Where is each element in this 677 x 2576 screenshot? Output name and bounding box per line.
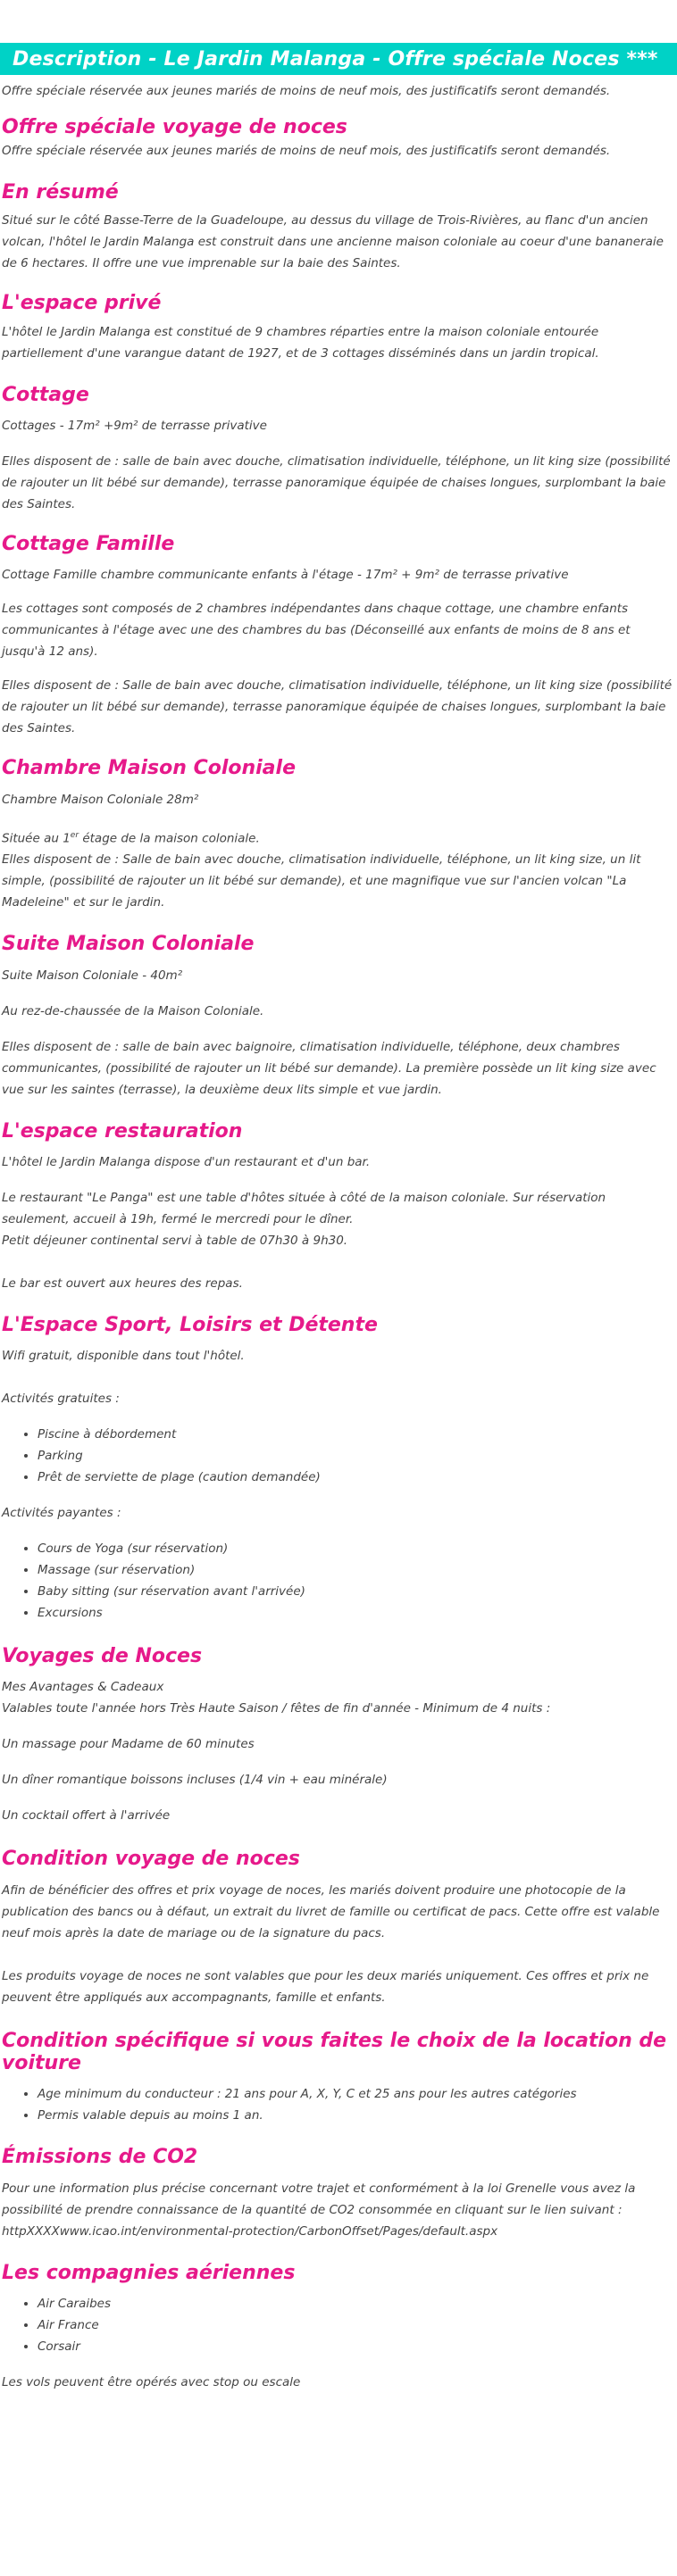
heading-cottage: Cottage <box>2 383 89 406</box>
restaurant-intro: L'hôtel le Jardin Malanga dispose d'un restaurant et d'un bar. <box>2 1154 371 1169</box>
colonial-room-size: Chambre Maison Coloniale 28m² <box>2 792 199 807</box>
heading-offer: Offre spéciale voyage de noces <box>2 116 347 138</box>
cottage-amenities: Elles disposent de : salle de bain avec douche, climatisation individuelle, téléphone, un lit king size (possibilité de rajouter un lit bébé sur demande), terrasse panoramique équipée de chaises longues, surplombant la baie des Saintes. <box>2 454 671 512</box>
restaurant-details: Le restaurant "Le Panga" est une table d'hôtes située à côté de la maison coloniale. Sur réservation seulement, accueil à 19h, fermé le mercredi pour le dîner. <box>2 1190 606 1226</box>
heading-summary: En résumé <box>2 181 119 204</box>
airlines-note: Les vols peuvent être opérés avec stop ou escale <box>2 2374 301 2389</box>
honeymoon-validity: Valables toute l'année hors Très Haute Saison / fêtes de fin d'année - Minimum de 4 nuits : <box>2 1701 551 1716</box>
list-item: • Age minimum du conducteur : 21 ans pour A, X, Y, C et 25 ans pour les autres catégories <box>38 2083 675 2105</box>
list-item: • Permis valable depuis au moins 1 an. <box>38 2105 675 2126</box>
cottage-family-amenities: Elles disposent de : Salle de bain avec douche, climatisation individuelle, téléphone, un lit king size (possibilité de rajouter un lit bébé sur demande), terrasse panoramique équipée de chaises longues, surplombant la baie des Saintes. <box>2 678 673 736</box>
airlines-list <box>2 2293 675 2357</box>
cottage-family-layout: Les cottages sont composés de 2 chambres indépendantes dans chaque cottage, une chambre enfants communicantes à l'étage avec une des chambres du bas (Déconseillé aux enfants de moins de 8 ans et jusqu'à 12 ans). <box>2 602 631 660</box>
bar-hours: Le bar est ouvert aux heures des repas. <box>2 1276 243 1291</box>
cottage-family-size: Cottage Famille chambre communicante enfants à l'étage - 17m² + 9m² de terrasse privative <box>2 568 569 583</box>
list-item: • Baby sitting (sur réservation avant l'arrivée) <box>38 1581 675 1602</box>
list-item: • Excursions <box>38 1602 675 1624</box>
co2-text: Pour une information plus précise concernant votre trajet et conformément à la loi Grenelle vous avez la possibilité de prendre connaissance de la quantité de CO2 consommée en cliquant sur le lien suivant : httpXXXXwww.icao.int/environmental-protection/CarbonOffset/Pages/default.aspx <box>2 2181 636 2239</box>
condition-text-1: Afin de bénéficier des offres et prix voyage de noces, les mariés doivent produire une photocopie de la publication des bancs ou à défaut, un extrait du livret de famille ou certificat de pacs. Cette offre est valable neuf mois après la date de mariage ou de la signature du pacs. <box>2 1882 660 1940</box>
heading-colonial-room: Chambre Maison Coloniale <box>2 757 296 780</box>
colonial-suite-amenities: Elles disposent de : salle de bain avec baignoire, climatisation individuelle, téléphone, deux chambres communicantes, (possibilité de rajouter un lit bébé sur demande). La première possède un lit king size avec vue sur les saintes (terrasse), la deuxième deux lits simple et vue jardin. <box>2 1039 656 1097</box>
summary-text: Situé sur le côté Basse-Terre de la Guadeloupe, au dessus du village de Trois-Rivières, au flanc d'un ancien volcan, l'hôtel le Jardin Malanga est construit dans une ancienne maison coloniale au coeur d'une bananeraie de 6 hectares. Il offre une vue imprenable sur la baie des Saintes. <box>2 212 664 270</box>
heading-cottage-family: Cottage Famille <box>2 533 175 556</box>
list-item: • Prêt de serviette de plage (caution demandée) <box>38 1467 675 1488</box>
heading-airlines: Les compagnies aériennes <box>2 2261 296 2284</box>
restaurant-breakfast: Petit déjeuner continental servi à table de 07h30 à 9h30. <box>2 1233 348 1248</box>
free-activities-label: Activités gratuites : <box>2 1392 120 1407</box>
private-space-text: L'hôtel le Jardin Malanga est constitué de 9 chambres réparties entre la maison coloniale entourée partiellement d'une varangue datant de 1927, et de 3 cottages disséminés dans un jardin tropical. <box>2 324 599 361</box>
page <box>0 43 677 2393</box>
list-item: • Corsair <box>38 2336 675 2357</box>
honeymoon-advantages: Mes Avantages & Cadeaux <box>2 1680 164 1695</box>
heading-co2: Émissions de CO2 <box>2 2146 198 2169</box>
list-item: • Massage (sur réservation) <box>38 1559 675 1581</box>
paid-activities-list <box>2 1538 675 1624</box>
condition-text-2: Les produits voyage de noces ne sont valables que pour les deux mariés uniquement. Ces offres et prix ne peuvent être appliqués aux accompagnants, famille et enfants. <box>2 1968 649 2005</box>
heading-honeymoon-condition: Condition voyage de noces <box>2 1848 300 1871</box>
car-rental-list <box>2 2083 675 2126</box>
list-item: • Parking <box>38 1445 675 1467</box>
colonial-suite-floor: Au rez-de-chaussée de la Maison Coloniale. <box>2 1003 264 1018</box>
heading-honeymoon: Voyages de Noces <box>2 1645 203 1668</box>
colonial-room-amenities: Elles disposent de : Salle de bain avec douche, climatisation individuelle, téléphone, un lit king size, un lit simple, (possibilité de rajouter un lit bébé sur demande), et une magnifique vue sur l'ancien volcan "La Madeleine" et sur le jardin. <box>2 852 641 910</box>
paid-activities-label: Activités payantes : <box>2 1506 121 1521</box>
list-item: • Piscine à débordement <box>38 1424 675 1445</box>
heading-private-space: L'espace privé <box>2 291 162 314</box>
list-item: • Air Caraibes <box>38 2293 675 2314</box>
list-item: • Air France <box>38 2314 675 2336</box>
honeymoon-massage: Un massage pour Madame de 60 minutes <box>2 1737 255 1752</box>
offer-text: Offre spéciale réservée aux jeunes mariés de moins de neuf mois, des justificatifs seront demandés. <box>2 144 611 159</box>
honeymoon-dinner: Un dîner romantique boissons incluses (1/4 vin + eau minérale) <box>2 1773 388 1788</box>
cottage-size: Cottages - 17m² +9m² de terrasse privative <box>2 419 267 434</box>
content <box>0 80 677 2393</box>
heading-sport-leisure: L'Espace Sport, Loisirs et Détente <box>2 1313 378 1336</box>
page-title: Description - Le Jardin Malanga - Offre spéciale Noces *** <box>0 43 677 75</box>
honeymoon-cocktail: Un cocktail offert à l'arrivée <box>2 1808 171 1824</box>
free-activities-list <box>2 1424 675 1488</box>
intro-text: Offre spéciale réservée aux jeunes mariés de moins de neuf mois, des justificatifs seront demandés. <box>2 84 611 98</box>
heading-car-rental: Condition spécifique si vous faites le choix de la location de voiture <box>2 2029 667 2075</box>
heading-colonial-suite: Suite Maison Coloniale <box>2 933 255 956</box>
wifi-text: Wifi gratuit, disponible dans tout l'hôtel. <box>2 1349 245 1364</box>
heading-restaurant: L'espace restauration <box>2 1119 243 1143</box>
colonial-room-floor: Située au 1er étage de la maison coloniale. <box>2 830 260 846</box>
list-item: • Cours de Yoga (sur réservation) <box>38 1538 675 1559</box>
colonial-suite-size: Suite Maison Coloniale - 40m² <box>2 968 183 983</box>
